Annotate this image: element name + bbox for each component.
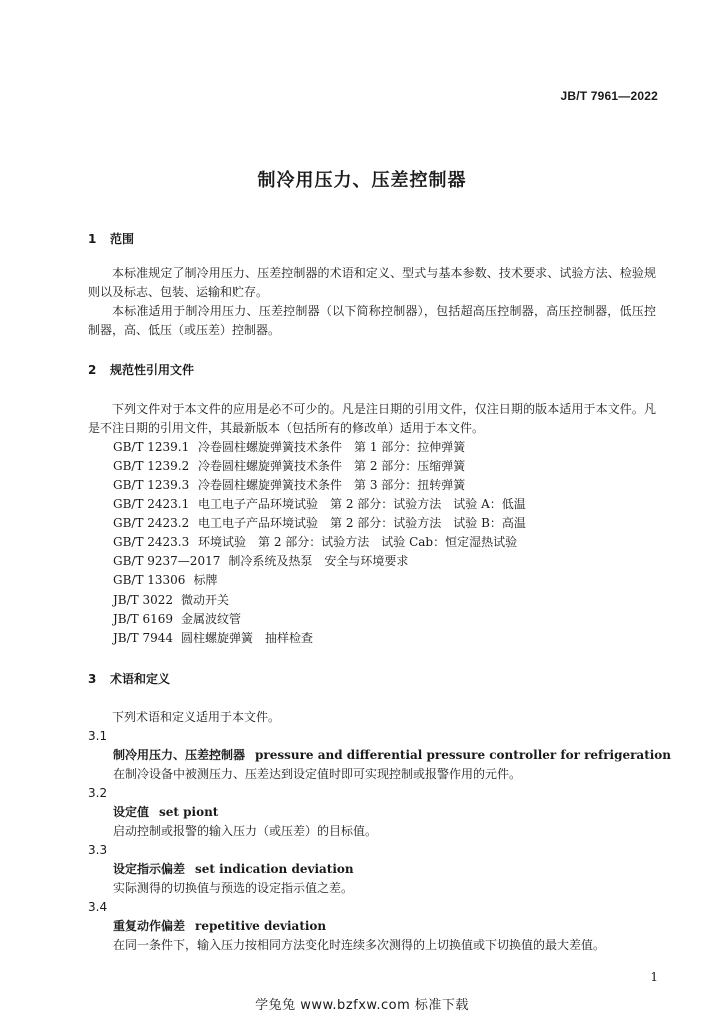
reference-code: GB/T 13306 (113, 573, 186, 587)
scope-paragraph-2: 本标准适用于制冷用压力、压差控制器（以下简称控制器），包括超高压控制器，高压控制器，低压控制器，高、低压（或压差）控制器。 (88, 304, 656, 337)
section-title: 规范性引用文件 (110, 363, 195, 377)
reference-title: 环境试验 第 2 部分：试验方法 试验 Cab：恒定湿热试验 (198, 535, 518, 549)
reference-title: 冷卷圆柱螺旋弹簧技术条件 第 3 部分：扭转弹簧 (198, 478, 466, 492)
term-definition: 启动控制或报警的输入压力（或压差）的目标值。 (113, 824, 378, 838)
reference-item (113, 514, 526, 533)
reference-item (113, 571, 217, 590)
normative-references-intro: 下列文件对于本文件的应用是必不可少的。凡是注日期的引用文件，仅注日期的版本适用于本文件。凡是不注日期的引用文件，其最新版本（包括所有的修改单）适用于本文件。 (88, 402, 656, 435)
reference-item (113, 457, 465, 476)
standard-code: JB/T 7961—2022 (560, 89, 658, 103)
term-heading (113, 746, 671, 765)
section-3-heading (88, 670, 170, 687)
reference-item (113, 629, 313, 648)
term-number: 3.4 (88, 900, 108, 914)
section-1-heading (88, 230, 134, 247)
reference-title: 制冷系统及热泵 安全与环境要求 (228, 554, 409, 568)
reference-code: GB/T 1239.2 (113, 459, 190, 473)
term-heading (113, 803, 218, 822)
term-definition: 在同一条件下，输入压力按相同方法变化时连续多次测得的上切换值或下切换值的最大差值。 (113, 938, 606, 952)
scope-paragraph-1: 本标准规定了制冷用压力、压差控制器的术语和定义、型式与基本参数、技术要求、试验方法、检验规则以及标志、包装、运输和贮存。 (88, 266, 656, 299)
reference-item (113, 495, 526, 514)
section-number: 1 (88, 232, 97, 246)
reference-code: GB/T 1239.1 (113, 440, 190, 454)
section-title: 术语和定义 (110, 672, 171, 686)
term-number: 3.1 (88, 729, 108, 743)
reference-code: GB/T 2423.1 (113, 497, 190, 511)
section-2-heading (88, 361, 194, 378)
reference-title: 冷卷圆柱螺旋弹簧技术条件 第 2 部分：压缩弹簧 (198, 459, 466, 473)
section-number: 2 (88, 363, 97, 377)
reference-code: JB/T 7944 (113, 631, 174, 645)
reference-item (113, 591, 229, 610)
term-chinese: 设定指示偏差 (113, 862, 186, 876)
reference-code: GB/T 1239.3 (113, 478, 190, 492)
term-chinese: 制冷用压力、压差控制器 (113, 748, 246, 762)
term-english: repetitive deviation (195, 919, 327, 933)
term-english: set piont (159, 805, 219, 819)
reference-code: GB/T 9237—2017 (113, 554, 221, 568)
reference-item (113, 476, 465, 495)
document-title: 制冷用压力、压差控制器 (257, 170, 467, 191)
term-number: 3.3 (88, 843, 108, 857)
section-number: 3 (88, 672, 97, 686)
reference-item (113, 533, 517, 552)
term-english: set indication deviation (195, 862, 354, 876)
reference-title: 标牌 (193, 573, 218, 587)
reference-title: 电工电子产品环境试验 第 2 部分：试验方法 试验 B：高温 (198, 516, 526, 530)
reference-title: 圆柱螺旋弹簧 抽样检查 (181, 631, 314, 645)
reference-code: JB/T 3022 (113, 593, 174, 607)
term-chinese: 重复动作偏差 (113, 919, 186, 933)
reference-title: 金属波纹管 (181, 612, 242, 626)
reference-title: 电工电子产品环境试验 第 2 部分：试验方法 试验 A：低温 (198, 497, 526, 511)
page-number: 1 (650, 970, 658, 984)
terms-intro: 下列术语和定义适用于本文件。 (112, 710, 281, 724)
term-heading (113, 917, 326, 936)
reference-title: 冷卷圆柱螺旋弹簧技术条件 第 1 部分：拉伸弹簧 (198, 440, 466, 454)
term-english: pressure and differential pressure controller for refrigeration (255, 748, 672, 762)
term-definition: 实际测得的切换值与预选的设定指示值之差。 (113, 881, 354, 895)
term-definition: 在制冷设备中被测压力、压差达到设定值时即可实现控制或报警作用的元件。 (113, 767, 522, 781)
reference-code: GB/T 2423.2 (113, 516, 190, 530)
term-chinese: 设定值 (113, 805, 150, 819)
watermark-footer: 学兔兔 www.bzfxw.com 标准下载 (255, 998, 469, 1013)
section-title: 范围 (110, 232, 135, 246)
reference-item (113, 610, 241, 629)
reference-title: 微动开关 (181, 593, 230, 607)
term-heading (113, 860, 354, 879)
reference-code: GB/T 2423.3 (113, 535, 190, 549)
reference-item (113, 438, 465, 457)
reference-item (113, 552, 408, 571)
term-number: 3.2 (88, 786, 108, 800)
reference-code: JB/T 6169 (113, 612, 174, 626)
